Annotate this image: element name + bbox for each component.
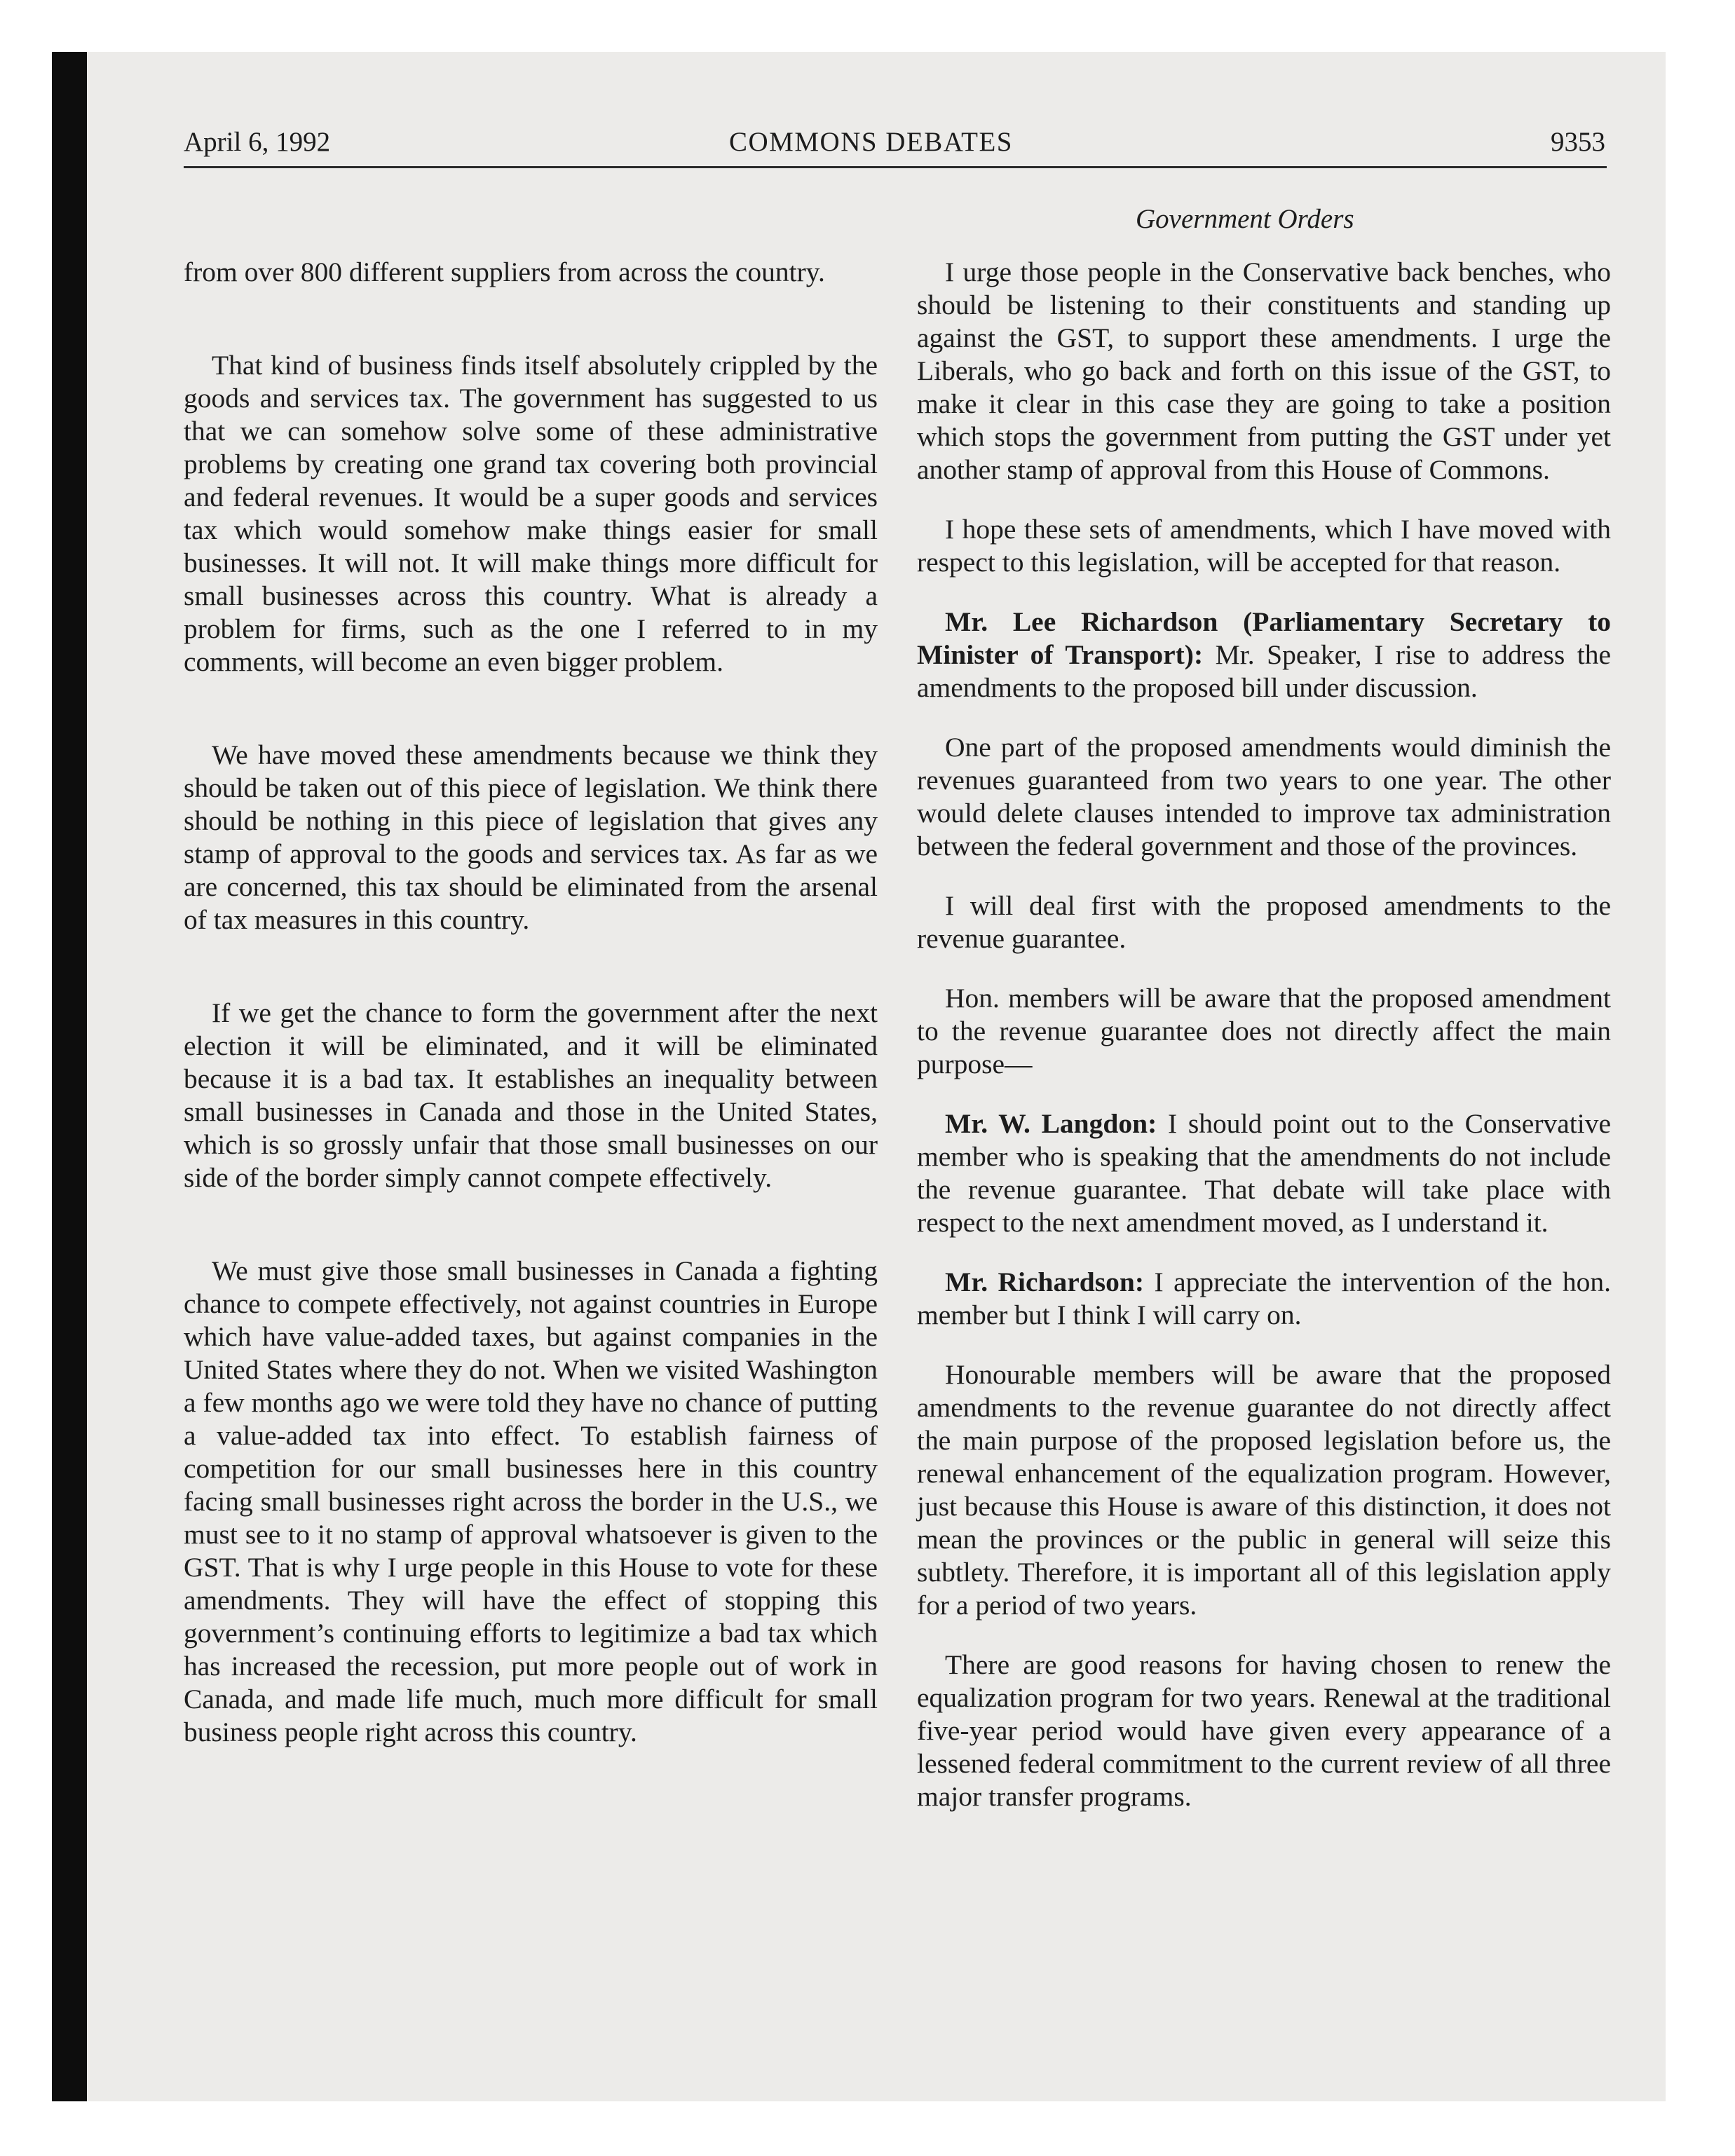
paragraph: That kind of business finds itself absolutely crippled by the goods and services tax. The government has suggested to us that we can somehow solve some of these administrative problems by creating one grand tax covering both provincial and federal revenues. It would be a super goods and services tax which would somehow make things easier for small businesses. It will not. It will make things more difficult for small businesses across this country. What is already a problem for firms, such as the one I referred to in my comments, will become an even bigger problem. <box>184 350 878 677</box>
paragraph: I hope these sets of amendments, which I have moved with respect to this legislation, will be accepted for that reason. <box>917 514 1611 578</box>
paragraph: We must give those small businesses in Canada a fighting chance to compete effectively, not against countries in Europe which have value-added taxes, but against companies in the United States where they do not. When we visited Washington a few months ago we were told they have no chance of putting a value-added tax into effect. To establish fairness of competition for our small businesses here in this country facing small businesses right across the border in the U.S., we must see to it no stamp of approval whatsoever is given to the GST. That is why I urge people in this House to vote for these amendments. They will have the effect of stopping this government’s continuing efforts to legitimize a bad tax which has increased the recession, put more people out of work in Canada, and made life much, much more difficult for small business people right across this country. <box>184 1255 878 1747</box>
paragraph: I urge those people in the Conservative back benches, who should be listening to their constituents and standing up against the GST, to support these amendments. I urge the Liberals, who go back and forth on this issue of the GST, to make it clear in this case they are going to take a position which stops the government from putting the GST under yet another stamp of approval from this House of Commons. <box>917 257 1611 485</box>
left-column <box>184 256 878 1809</box>
section-label: Government Orders <box>1136 204 1354 234</box>
paragraph: There are good reasons for having chosen to renew the equalization program for two years. Renewal at the traditional five-year period would have given every appearance of a lessened federal commitment to the current review of all three major transfer programs. <box>917 1649 1611 1812</box>
speech-paragraph <box>917 606 1611 704</box>
right-column <box>917 256 1611 1840</box>
paragraph: We have moved these amendments because we think they should be taken out of this piece of legislation. We think there should be nothing in this piece of legislation that gives any stamp of approval to the goods and services tax. As far as we are concerned, this tax should be eliminated from the arsenal of tax measures in this country. <box>184 739 878 935</box>
header-date: April 6, 1992 <box>184 127 331 157</box>
speaker-name: Mr. W. Langdon: <box>945 1108 1157 1139</box>
paragraph: from over 800 different suppliers from across the country. <box>184 257 825 287</box>
paragraph: One part of the proposed amendments would diminish the revenues guaranteed from two years to one year. The other would delete clauses intended to improve tax administration between the federal government and those of the provinces. <box>917 732 1611 861</box>
speaker-name: Mr. Richardson: <box>945 1267 1145 1297</box>
speech-paragraph <box>917 1107 1611 1239</box>
page-number: 9353 <box>1551 127 1605 157</box>
paragraph: If we get the chance to form the government after the next election it will be eliminated, and it will be eliminated because it is a bad tax. It establishes an inequality between small businesses in Canada and those in the United States, which is so grossly unfair that those small businesses on our side of the border simply cannot compete effectively. <box>184 997 878 1193</box>
header-rule <box>184 166 1607 168</box>
paragraph: Hon. members will be aware that the proposed amendment to the revenue guarantee does not directly affect the main purpose— <box>917 983 1611 1079</box>
speech-text: I should point out to the Conservative member who is speaking that the amendments do not include the revenue guarantee. That debate will take place with respect to the next amendment moved, as I understand it. <box>917 1108 1611 1238</box>
speech-text: I appreciate the intervention of the hon. member but I think I will carry on. <box>917 1267 1611 1330</box>
paragraph: I will deal first with the proposed amendments to the revenue guarantee. <box>917 890 1611 954</box>
binding-edge <box>52 52 87 2101</box>
speech-text: Mr. Speaker, I rise to address the amendments to the proposed bill under discussion. <box>917 639 1611 703</box>
speaker-name: Mr. Lee Richardson (Parliamentary Secretary to Minister of Transport): <box>917 606 1611 670</box>
paragraph: Honourable members will be aware that the proposed amendments to the revenue guarantee do not directly affect the main purpose of the proposed legislation before us, the renewal enhancement of the equalization program. However, just because this House is aware of this distinction, it does not mean the provinces or the public in general will seize this subtlety. Therefore, it is important all of this legislation apply for a period of two years. <box>917 1359 1611 1621</box>
speech-paragraph <box>917 1266 1611 1332</box>
header-title: COMMONS DEBATES <box>729 127 1013 157</box>
